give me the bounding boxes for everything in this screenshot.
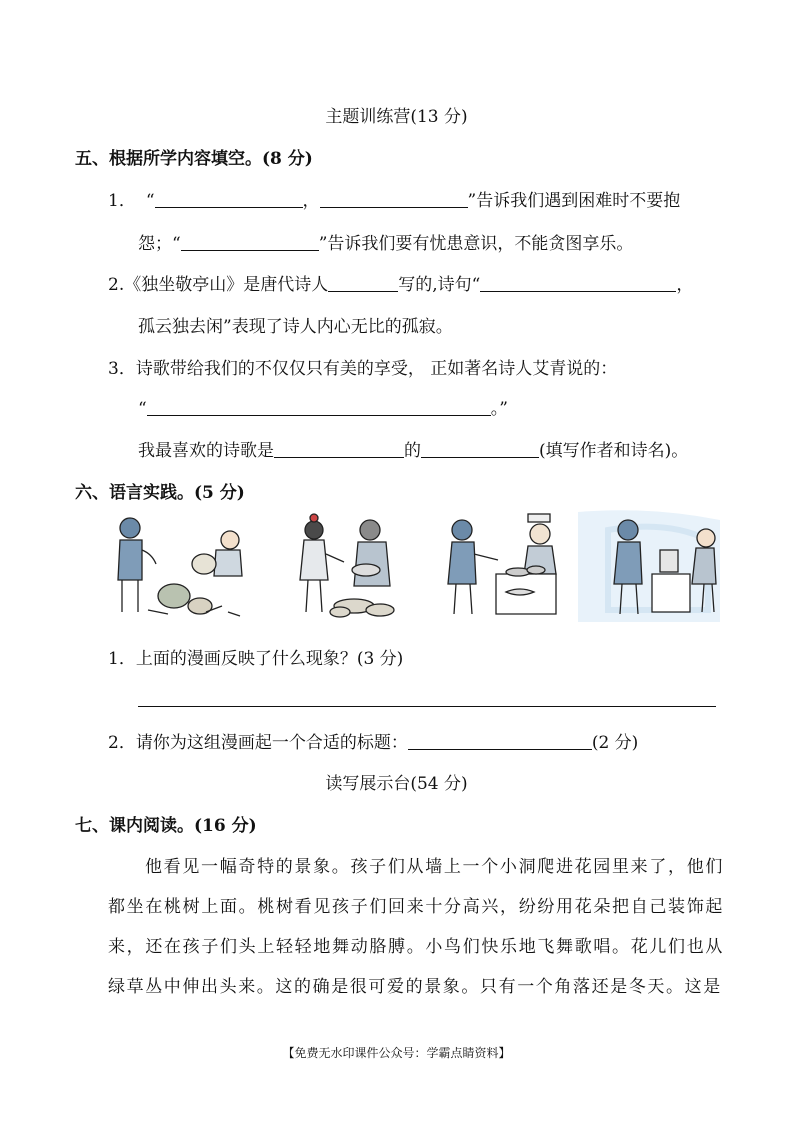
q5-item3-line3 <box>138 440 688 462</box>
q5-item2-line1 <box>108 274 693 296</box>
q6-sub2 <box>108 732 638 754</box>
q5-title: 五、根据所学内容填空。(8 分) <box>75 149 313 169</box>
q7-passage: 他看见一幅奇特的景象。孩子们从墙上一个小洞爬进花园里来了，他们都坐在桃树上面。桃树看见孩子们回来十分高兴，纷纷用花朵把自己装饰起来，还在孩子们头上轻轻地舞动胳膊。小鸟们快乐地飞舞歌唱。花儿们也从绿草丛中伸出头来。这的确是很可爱的景象。只有一个角落还是冬天。这是 <box>108 857 724 997</box>
q6-sub1: 1．上面的漫画反映了什么现象？(3 分) <box>108 649 404 669</box>
q6-sub2-label: 2．请你为这组漫画起一个合适的标题： <box>108 733 408 753</box>
q5-item3-line1: 3．诗歌带给我们的不仅仅只有美的享受， 正如著名诗人艾青说的： <box>108 359 618 379</box>
q5-item2-line2: 孤云独去闲”表现了诗人内心无比的孤寂。 <box>138 317 453 337</box>
section-header-topic-camp: 主题训练营(13 分) <box>325 107 468 127</box>
section-header-reading-writing: 读写展示台(54 分) <box>325 774 468 794</box>
q5-item1-line2-b: ”告诉我们要有忧患意识，不能贪图享乐。 <box>318 234 634 254</box>
q5-item1-line1 <box>108 190 680 212</box>
comic-strip <box>108 510 720 622</box>
q5-item1-open-quote: “ <box>145 191 155 211</box>
q5-item3-line3-b: 的 <box>404 441 421 461</box>
blank-3a[interactable] <box>147 399 491 416</box>
q7-title: 七、课内阅读。(16 分) <box>75 816 257 836</box>
q5-item2-line1-a: 2.《独坐敬亭山》是唐代诗人 <box>108 275 329 295</box>
q5-item1-rest: ”告诉我们遇到困难时不要抱 <box>467 191 681 211</box>
q5-item1-number: 1． <box>108 191 136 211</box>
q6-sub2-points: (2 分) <box>591 733 639 753</box>
blank-3b[interactable] <box>274 441 404 458</box>
q5-item3-open-quote: “ <box>138 399 147 419</box>
q5-item2-line1-b: 写的,诗句“ <box>398 275 481 295</box>
comic-panel-2 <box>300 514 394 617</box>
blank-3c[interactable] <box>421 441 539 458</box>
q5-item3-line3-a: 我最喜欢的诗歌是 <box>138 441 274 461</box>
q5-item3-line2 <box>138 398 508 420</box>
blank-2b[interactable] <box>480 275 676 292</box>
q5-item1-line2-a: 怨；“ <box>138 234 181 254</box>
comic-panel-1 <box>118 518 242 616</box>
q6-sub1-answer-line[interactable] <box>138 706 716 707</box>
q5-item3-line3-c: (填写作者和诗名)。 <box>539 441 689 461</box>
comic-panel-3 <box>448 514 556 614</box>
blank-2a[interactable] <box>328 275 398 292</box>
blank-1a[interactable] <box>155 191 303 208</box>
blank-1c[interactable] <box>181 234 319 251</box>
q6-sub2-title-blank[interactable] <box>408 733 592 750</box>
blank-1b[interactable] <box>320 191 468 208</box>
q5-item1-line2 <box>138 233 633 255</box>
q5-item1-comma: ， <box>302 191 320 211</box>
q5-item2-line1-c: ， <box>676 275 694 295</box>
q5-item3-close-quote: 。” <box>490 399 508 419</box>
footer-note: 【免费无水印课件公众号：学霸点睛资料】 <box>282 1046 511 1060</box>
q6-title: 六、语言实践。(5 分) <box>75 483 245 503</box>
